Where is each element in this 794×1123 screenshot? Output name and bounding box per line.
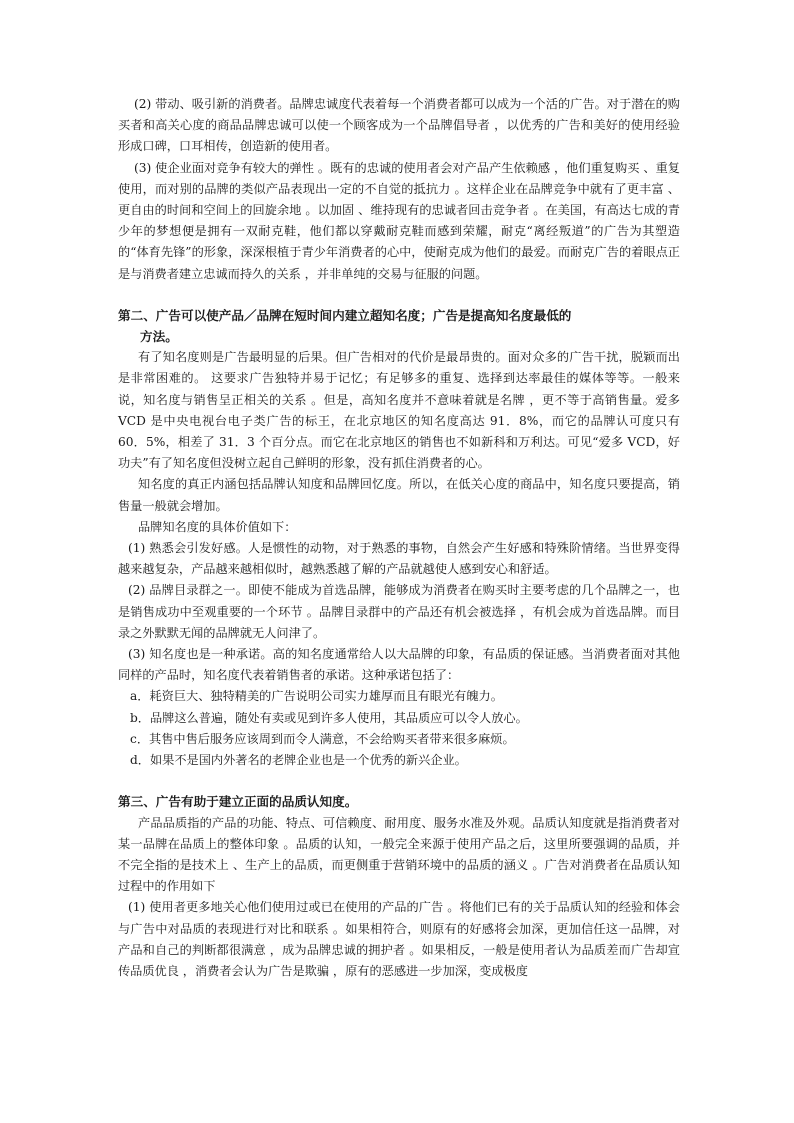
section-heading-awareness-line1: 第二、广告可以使产品／品牌在短时间内建立超知名度；广告是提高知名度最低的 <box>118 307 572 323</box>
sub-item-b: b．品牌这么普遍，随处有卖或见到许多人使用，其品质应可以令人放心。 <box>130 710 528 725</box>
paragraph-loyalty-point-3: (3) 使企业面对竞争有较大的弹性 。既有的忠诚的使用者会对产品产生依赖感 ，他们重复购买 、重复使用，而对别的品牌的类似产品表现出一定的不自觉的抵抗力 。这样企业在品牌竞争中就有了更丰富 、更自由的时间和空间上的回旋余地 。以加固 、维持现有的忠诚者回击竞争者 。在美国，有高达七成的青少年的梦想便是拥有一双耐克鞋，他们都以穿戴耐克鞋而感到荣耀，耐克“离经叛道”的广告为其塑造的“体育先锋”的形象，深深根植于青少年消费者的心中，使耐克成为他们的最爱。而耐克广告的着眼点正是与消费者建立忠诚而持久的关系 ，并非单纯的交易与征服的问题。 <box>118 160 680 281</box>
list-item-commitment: (3) 知名度也是一种承诺。高的知名度通常给人以大品牌的印象，有品质的保证感。当消费者面对其他同样的产品时，知名度代表着销售者的承诺。这种承诺包括了： <box>118 647 680 683</box>
sub-item-d: d．如果不是国内外著名的老牌企业也是一个优秀的新兴企业。 <box>130 753 467 768</box>
paragraph-awareness-intro: 有了知名度则是广告最明显的后果。但广告相对的代价是最昂贵的。面对众多的广告干扰，脱颖而出是非常困难的。 这要求广告独特并易于记忆；有足够多的重复、选择到达率最佳的媒体等等。一般来说，知名度与销售呈正相关的关系 。但是，高知名度并不意味着就是名牌 ，更不等于高销售量。爱多 VCD 是中央电视台电子类广告的标王，在北京地区的知名度高达 91．8%，而它的品牌认可度只有 60．5%，相差了 31．3 个百分点。而它在北京地区的销售也不如新科和万利达。可见“爱多 VCD，好功夫”有了知名度但没树立起自己鲜明的形象，没有抓住消费者的心。 <box>118 350 680 471</box>
list-item-familiarity: (1) 熟悉会引发好感。人是惯性的动物，对于熟悉的事物，自然会产生好感和特殊阶情绪。当世界变得越来越复杂，产品越来越相似时，越熟悉越了解的产品就越使人感到安心和舒适。 <box>118 541 680 577</box>
list-item-quality-1: (1) 使用者更多地关心他们使用过或已在使用的产品的广告 。将他们已有的关于品质认知的经验和体会与广告中对品质的表现进行对比和联系 。如果相符合，则原有的好感将会加深，更加信任这一品牌，对产品和自己的判断都很满意 ，成为品牌忠诚的拥护者 。如果相反，一般是使用者认为品质差而广告却宣传品质优良 ，消费者会认为广告是欺骗 ，原有的恶感进一步加深，变成极度 <box>118 900 680 978</box>
section-heading-quality: 第三、广告有助于建立正面的品质认知度。 <box>118 794 358 810</box>
document-page <box>118 94 680 982</box>
sub-item-c: c．其售中售后服务应该周到而令人满意，不会给购买者带来很多麻烦。 <box>130 731 515 746</box>
paragraph-awareness-value-intro: 品牌知名度的具体价值如下： <box>138 519 297 534</box>
sub-item-a: a．耗资巨大、独特精美的广告说明公司实力雄厚而且有眼光有魄力。 <box>130 689 503 704</box>
section-heading-awareness-line2: 方法。 <box>140 329 178 345</box>
paragraph-loyalty-point-2: (2) 带动、吸引新的消费者。品牌忠诚度代表着每一个消费者都可以成为一个活的广告。对于潜在的购买者和高关心度的商品品牌忠诚可以使一个顾客成为一个品牌倡导者 ，以优秀的广告和美好的使用经验形成口碑，口耳相传，创造新的使用者。 <box>118 97 680 154</box>
list-item-brand-catalog: (2) 品牌目录群之一。即使不能成为首选品牌，能够成为消费者在购买时主要考虑的几个品牌之一，也是销售成功中至观重要的一个环节 。品牌目录群中的产品还有机会被选择 ，有机会成为首选品牌。而目录之外默默无闻的品牌就无人问津了。 <box>118 583 680 640</box>
section-heading-awareness <box>118 305 680 347</box>
paragraph-quality-intro: 产品品质指的产品的功能、特点、可信赖度、耐用度、服务水准及外观。品质认知度就是指消费者对某一品牌在品质上的整体印象 。品质的认知，一般完全来源于使用产品之后，这里所要强调的品质，并不完全指的是技术上 、生产上的品质，而更侧重于营销环境中的品质的涵义 。广告对消费者在品质认知过程中的作用如下 <box>118 815 680 894</box>
paragraph-awareness-meaning: 知名度的真正内涵包括品牌认知度和品牌回忆度。所以，在低关心度的商品中，知名度只要提高，销售量一般就会增加。 <box>118 477 680 513</box>
